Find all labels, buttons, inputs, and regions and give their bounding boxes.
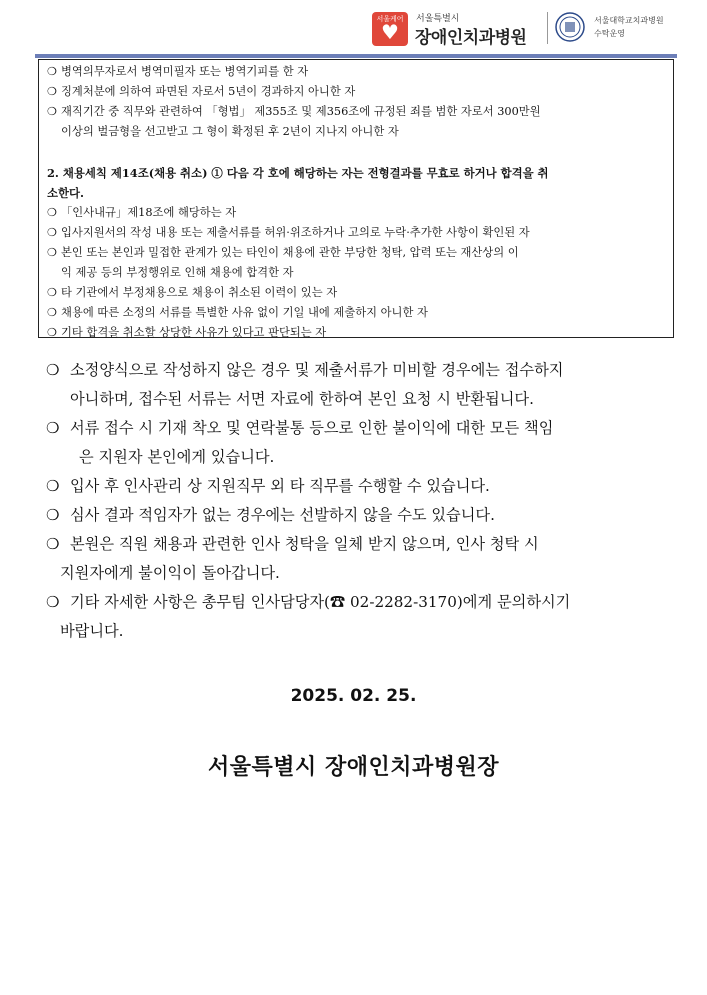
bullet-icon: ❍ <box>47 206 57 219</box>
bullet-icon: ❍ <box>46 535 60 553</box>
section-title: 2. 채용세칙 제14조(채용 취소) ① 다음 각 호에 해당하는 자는 전형결과를 무효로 하거나 합격을 취 <box>47 166 549 180</box>
university-sub: 수탁운영 <box>594 29 625 38</box>
heart-icon: ♥ <box>381 20 399 44</box>
bullet-icon: ❍ <box>46 477 60 495</box>
university-seal-icon <box>555 12 585 42</box>
notice-item-continuation: 아니하며, 접수된 서류는 서면 자료에 한하여 본인 요청 시 반환됩니다. <box>70 390 534 408</box>
disqualification-box <box>38 59 674 338</box>
list-item: ❍ 채용에 따른 소정의 서류를 특별한 사유 없이 기일 내에 제출하지 아니한 자 <box>47 303 665 323</box>
list-item: ❍ 재직기간 중 직무와 관련하여 「형법」 제355조 및 제356조에 규정된 죄를 범한 자로서 300만원 <box>47 102 665 122</box>
header-rule <box>35 54 677 58</box>
bullet-icon: ❍ <box>47 65 57 78</box>
list-item: ❍ 입사지원서의 작성 내용 또는 제출서류를 허위·위조하거나 고의로 누락·추가한 사항이 확인된 자 <box>47 223 665 243</box>
list-item: ❍ 본인 또는 본인과 밀접한 관계가 있는 타인이 채용에 관한 부당한 청탁, 압력 또는 재산상의 이 <box>47 243 665 263</box>
section-title-continuation: 소한다. <box>47 186 84 200</box>
notice-item: ❍ 서류 접수 시 기재 착오 및 연락불통 등으로 인한 불이익에 대한 모든 책임 <box>46 414 676 443</box>
page-header <box>370 8 700 48</box>
signer-name: 서울특별시 장애인치과병원장 <box>208 755 499 780</box>
bullet-icon: ❍ <box>47 326 57 339</box>
list-item: ❍ 기타 합격을 취소할 상당한 사유가 있다고 판단되는 자 <box>47 323 665 343</box>
notice-item-continuation: 바랍니다. <box>60 622 124 640</box>
logo-text: 서울케어 <box>376 15 404 23</box>
notice-item-continuation: 지원자에게 불이익이 돌아갑니다. <box>60 564 280 582</box>
notice-item-continuation: 은 지원자 본인에게 있습니다. <box>79 448 275 466</box>
bullet-icon: ❍ <box>47 286 57 299</box>
bullet-icon: ❍ <box>46 361 60 379</box>
bullet-icon: ❍ <box>46 593 60 611</box>
notice-item: ❍ 심사 결과 적임자가 없는 경우에는 선발하지 않을 수도 있습니다. <box>46 501 676 530</box>
notice-item: ❍ 본원은 직원 채용과 관련한 인사 청탁을 일체 받지 않으며, 인사 청탁 시 <box>46 530 676 559</box>
list-item-continuation: 이상의 벌금형을 선고받고 그 형이 확정된 후 2년이 지나지 아니한 자 <box>61 125 399 138</box>
list-item: ❍ 「인사내규」제18조에 해당하는 자 <box>47 203 665 223</box>
list-item: ❍ 징계처분에 의하여 파면된 자로서 5년이 경과하지 아니한 자 <box>47 82 665 102</box>
hospital-name: 장애인치과병원 <box>415 28 527 48</box>
notice-item: ❍ 기타 자세한 사항은 총무팀 인사담당자(☎ 02-2282-3170)에게 문의하시기 <box>46 588 676 617</box>
notice-item: ❍ 소정양식으로 작성하지 않은 경우 및 제출서류가 미비할 경우에는 접수하지 <box>46 356 676 385</box>
bullet-icon: ❍ <box>47 306 57 319</box>
bullet-icon: ❍ <box>47 226 57 239</box>
bullet-icon: ❍ <box>46 506 60 524</box>
list-item: ❍ 타 기관에서 부정채용으로 채용이 취소된 이력이 있는 자 <box>47 283 665 303</box>
notice-list <box>46 356 676 646</box>
notice-item: ❍ 입사 후 인사관리 상 지원직무 외 타 직무를 수행할 수 있습니다. <box>46 472 676 501</box>
list-item-continuation: 익 제공 등의 부정행위로 인해 채용에 합격한 자 <box>61 266 294 279</box>
hospital-sub: 서울특별시 <box>416 14 460 24</box>
header-divider <box>547 12 548 44</box>
bullet-icon: ❍ <box>47 85 57 98</box>
bullet-icon: ❍ <box>46 419 60 437</box>
announcement-date: 2025. 02. 25. <box>290 686 417 706</box>
seoul-care-logo <box>372 12 408 46</box>
university-name: 서울대학교치과병원 <box>594 16 664 25</box>
bullet-icon: ❍ <box>47 246 57 259</box>
bullet-icon: ❍ <box>47 105 57 118</box>
list-item: ❍ 병역의무자로서 병역미필자 또는 병역기피를 한 자 <box>47 62 665 82</box>
